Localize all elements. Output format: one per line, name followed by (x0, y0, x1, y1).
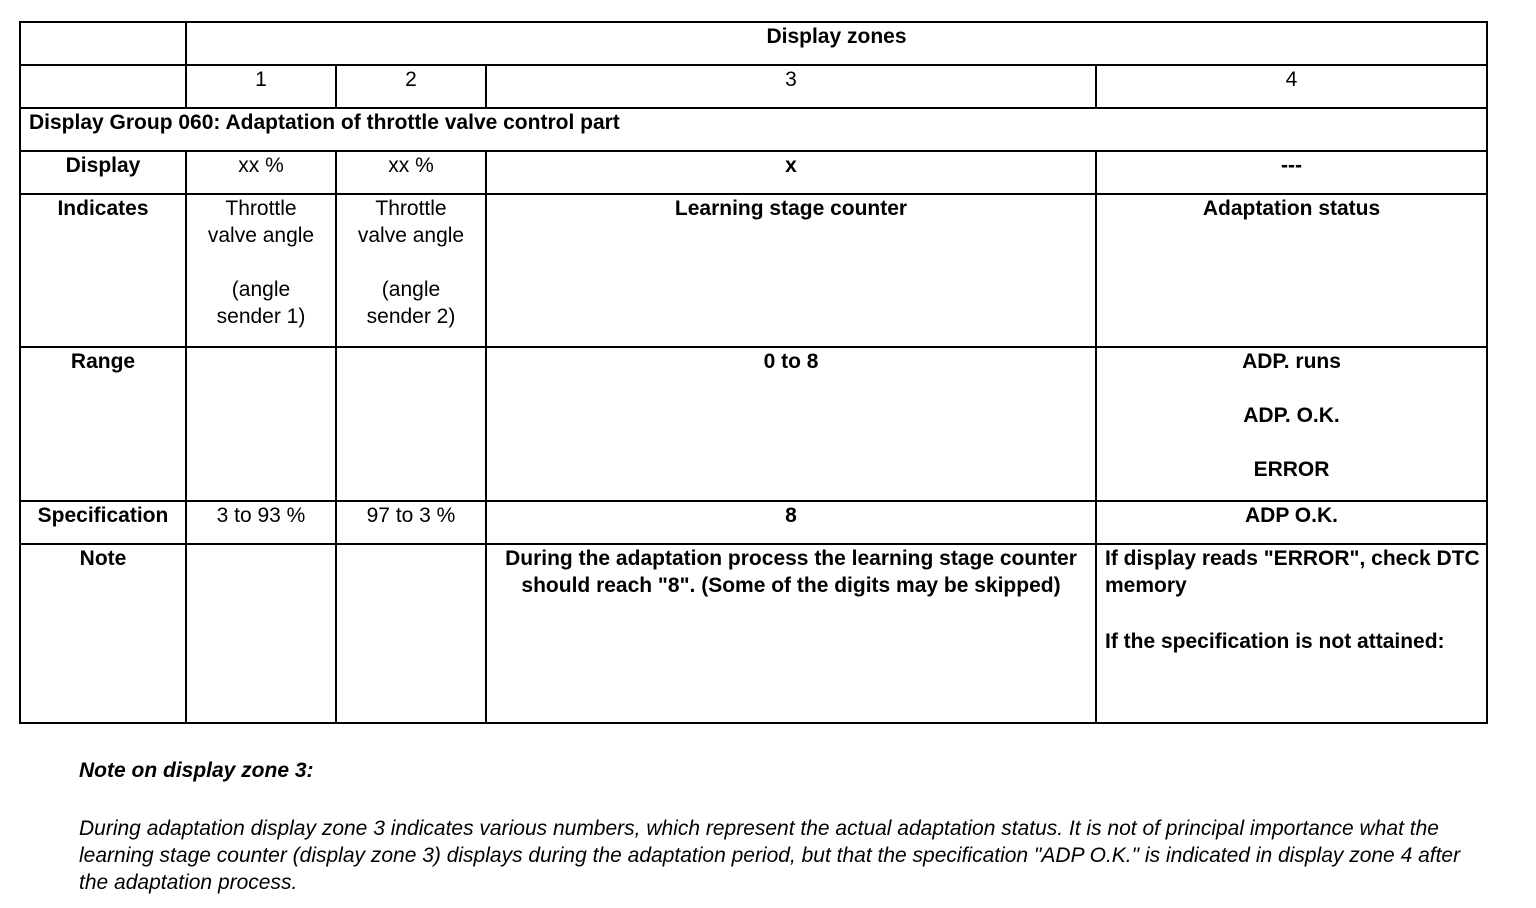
range-zone-4-line-1: ADP. runs (1242, 350, 1341, 373)
specification-row (20, 501, 1487, 544)
note-zone-4 (1096, 544, 1487, 723)
note-row (20, 544, 1487, 723)
note-zone-4-paragraph-2: If the specification is not attained: (1105, 630, 1445, 653)
indicates-zone-1-line-1: Throttle (225, 197, 297, 220)
display-zone-1: xx % (186, 151, 336, 194)
footnote-text: During adaptation display zone 3 indicates various numbers, which represent the actual adaptation status. It is not of principal importance what the learning stage counter (display zone 3) displays during the adaptation period, but that the specification "ADP O.K." is indicated in display zone 4 after the adaptation process. (79, 817, 1461, 894)
display-zones-header: Display zones (186, 22, 1487, 65)
display-zone-4: --- (1096, 151, 1487, 194)
note-zone-2 (336, 544, 486, 723)
specification-zone-4: ADP O.K. (1096, 501, 1487, 544)
specification-zone-2: 97 to 3 % (336, 501, 486, 544)
range-row-label: Range (20, 347, 186, 501)
indicates-zone-1 (186, 194, 336, 347)
zone-number-1: 1 (186, 65, 336, 108)
indicates-row (20, 194, 1487, 347)
zone-number-4: 4 (1096, 65, 1487, 108)
note-row-label: Note (20, 544, 186, 723)
indicates-zone-3: Learning stage counter (486, 194, 1096, 347)
display-row-label: Display (20, 151, 186, 194)
zone-number-row (20, 65, 1487, 108)
display-row (20, 151, 1487, 194)
group-title-row (20, 108, 1487, 151)
display-group-table (19, 21, 1488, 724)
range-zone-2 (336, 347, 486, 501)
indicates-zone-1-line-3: (angle (231, 278, 291, 301)
range-zone-3: 0 to 8 (486, 347, 1096, 501)
indicates-zone-1-line-2: valve angle (207, 224, 315, 247)
indicates-zone-2 (336, 194, 486, 347)
footnote (79, 757, 1479, 896)
range-zone-1 (186, 347, 336, 501)
group-title: Display Group 060: Adaptation of throttle valve control part (20, 108, 1487, 151)
note-zone-1 (186, 544, 336, 723)
header-corner-cell (20, 22, 186, 65)
indicates-zone-2-line-4: sender 2) (366, 305, 456, 328)
footnote-title: Note on display zone 3: (79, 759, 314, 782)
note-zone-3: During the adaptation process the learning stage counter should reach "8". (Some of the digits may be skipped) (486, 544, 1096, 723)
display-zone-2: xx % (336, 151, 486, 194)
range-zone-4 (1096, 347, 1487, 501)
zone-number-2: 2 (336, 65, 486, 108)
specification-zone-1: 3 to 93 % (186, 501, 336, 544)
zone-number-3: 3 (486, 65, 1096, 108)
note-zone-4-paragraph-1: If display reads "ERROR", check DTC memory (1105, 547, 1480, 597)
indicates-row-label: Indicates (20, 194, 186, 347)
indicates-zone-2-line-2: valve angle (357, 224, 465, 247)
header-row (20, 22, 1487, 65)
zone-number-corner-cell (20, 65, 186, 108)
specification-zone-3: 8 (486, 501, 1096, 544)
range-row (20, 347, 1487, 501)
specification-row-label: Specification (20, 501, 186, 544)
indicates-zone-4: Adaptation status (1096, 194, 1487, 347)
range-zone-4-line-3: ERROR (1253, 458, 1330, 481)
indicates-zone-2-line-1: Throttle (375, 197, 447, 220)
indicates-zone-1-line-4: sender 1) (216, 305, 306, 328)
range-zone-4-line-2: ADP. O.K. (1243, 404, 1340, 427)
indicates-zone-2-line-3: (angle (381, 278, 441, 301)
display-zone-3: x (486, 151, 1096, 194)
